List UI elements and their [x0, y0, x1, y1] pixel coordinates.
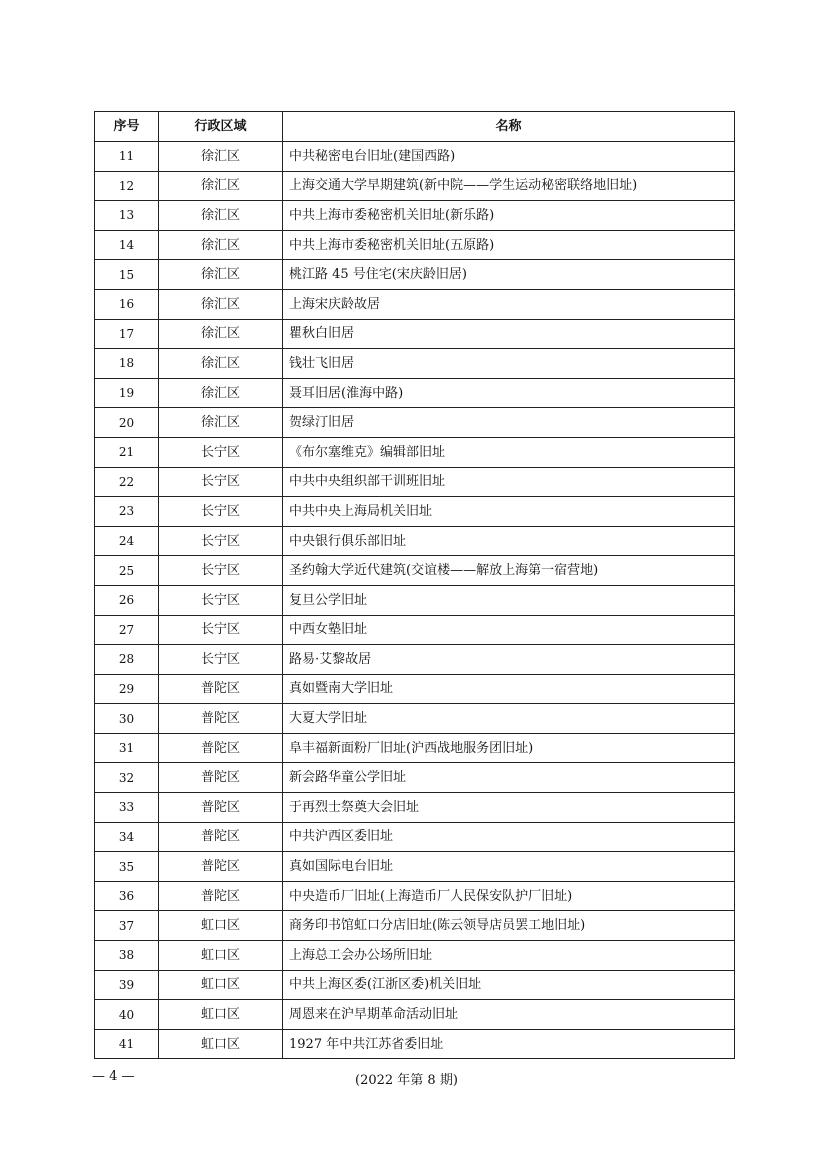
row-site-name: 真如国际电台旧址	[283, 852, 735, 882]
table-body	[95, 142, 735, 1059]
row-site-name: 1927 年中共江苏省委旧址	[283, 1029, 735, 1059]
row-district: 长宁区	[159, 615, 283, 645]
row-district: 徐汇区	[159, 378, 283, 408]
heritage-sites-table	[94, 111, 735, 1059]
row-site-name: 中共中央上海局机关旧址	[283, 497, 735, 527]
table-row	[95, 467, 735, 497]
row-district: 普陀区	[159, 704, 283, 734]
row-district: 徐汇区	[159, 408, 283, 438]
row-serial-number: 38	[95, 941, 159, 971]
row-site-name: 中共中央组织部干训班旧址	[283, 467, 735, 497]
row-serial-number: 41	[95, 1029, 159, 1059]
row-site-name: 贺绿汀旧居	[283, 408, 735, 438]
row-site-name: 聂耳旧居(淮海中路)	[283, 378, 735, 408]
table-row	[95, 230, 735, 260]
header-site-name: 名称	[283, 112, 735, 142]
table-row	[95, 704, 735, 734]
row-serial-number: 29	[95, 674, 159, 704]
row-district: 长宁区	[159, 437, 283, 467]
table-row	[95, 763, 735, 793]
table-header-row	[95, 112, 735, 142]
table-row	[95, 1029, 735, 1059]
row-serial-number: 30	[95, 704, 159, 734]
row-serial-number: 11	[95, 142, 159, 172]
row-serial-number: 25	[95, 556, 159, 586]
row-site-name: 上海总工会办公场所旧址	[283, 941, 735, 971]
row-serial-number: 19	[95, 378, 159, 408]
row-serial-number: 20	[95, 408, 159, 438]
table-row	[95, 437, 735, 467]
row-serial-number: 36	[95, 881, 159, 911]
row-site-name: 上海宋庆龄故居	[283, 289, 735, 319]
table-row	[95, 822, 735, 852]
row-site-name: 新会路华童公学旧址	[283, 763, 735, 793]
row-serial-number: 15	[95, 260, 159, 290]
table-row	[95, 556, 735, 586]
table-row	[95, 585, 735, 615]
row-site-name: 于再烈士祭奠大会旧址	[283, 793, 735, 823]
table-row	[95, 349, 735, 379]
row-district: 普陀区	[159, 793, 283, 823]
table-row	[95, 793, 735, 823]
row-district: 徐汇区	[159, 319, 283, 349]
row-serial-number: 35	[95, 852, 159, 882]
row-site-name: 中共秘密电台旧址(建国西路)	[283, 142, 735, 172]
row-serial-number: 37	[95, 911, 159, 941]
header-district: 行政区域	[159, 112, 283, 142]
row-serial-number: 32	[95, 763, 159, 793]
row-site-name: 钱壮飞旧居	[283, 349, 735, 379]
row-site-name: 中央造币厂旧址(上海造币厂人民保安队护厂旧址)	[283, 881, 735, 911]
row-serial-number: 26	[95, 585, 159, 615]
header-serial-number: 序号	[95, 112, 159, 142]
row-district: 长宁区	[159, 645, 283, 675]
row-district: 徐汇区	[159, 142, 283, 172]
row-site-name: 中共沪西区委旧址	[283, 822, 735, 852]
row-serial-number: 17	[95, 319, 159, 349]
row-district: 长宁区	[159, 556, 283, 586]
row-site-name: 中共上海市委秘密机关旧址(五原路)	[283, 230, 735, 260]
row-site-name: 周恩来在沪早期革命活动旧址	[283, 1000, 735, 1030]
row-site-name: 路易·艾黎故居	[283, 645, 735, 675]
row-site-name: 真如暨南大学旧址	[283, 674, 735, 704]
row-district: 长宁区	[159, 467, 283, 497]
table-row	[95, 645, 735, 675]
table-row	[95, 1000, 735, 1030]
row-district: 徐汇区	[159, 289, 283, 319]
row-district: 虹口区	[159, 1000, 283, 1030]
row-district: 长宁区	[159, 526, 283, 556]
table-row	[95, 881, 735, 911]
row-district: 虹口区	[159, 1029, 283, 1059]
row-serial-number: 22	[95, 467, 159, 497]
row-site-name: 上海交通大学早期建筑(新中院——学生运动秘密联络地旧址)	[283, 171, 735, 201]
row-site-name: 桃江路 45 号住宅(宋庆龄旧居)	[283, 260, 735, 290]
row-serial-number: 24	[95, 526, 159, 556]
table-row	[95, 911, 735, 941]
table-row	[95, 526, 735, 556]
row-district: 徐汇区	[159, 201, 283, 231]
table-row	[95, 852, 735, 882]
row-site-name: 商务印书馆虹口分店旧址(陈云领导店员罢工地旧址)	[283, 911, 735, 941]
table-row	[95, 970, 735, 1000]
table-row	[95, 674, 735, 704]
row-district: 长宁区	[159, 585, 283, 615]
row-district: 虹口区	[159, 911, 283, 941]
row-district: 徐汇区	[159, 171, 283, 201]
row-district: 徐汇区	[159, 260, 283, 290]
row-serial-number: 27	[95, 615, 159, 645]
row-serial-number: 14	[95, 230, 159, 260]
row-district: 普陀区	[159, 733, 283, 763]
row-site-name: 瞿秋白旧居	[283, 319, 735, 349]
table-row	[95, 378, 735, 408]
row-serial-number: 33	[95, 793, 159, 823]
row-site-name: 中央银行俱乐部旧址	[283, 526, 735, 556]
row-serial-number: 40	[95, 1000, 159, 1030]
table-row	[95, 142, 735, 172]
row-district: 普陀区	[159, 763, 283, 793]
row-district: 普陀区	[159, 674, 283, 704]
row-district: 普陀区	[159, 852, 283, 882]
row-serial-number: 21	[95, 437, 159, 467]
row-district: 长宁区	[159, 497, 283, 527]
row-site-name: 中共上海市委秘密机关旧址(新乐路)	[283, 201, 735, 231]
row-serial-number: 34	[95, 822, 159, 852]
table-row	[95, 319, 735, 349]
table-row	[95, 171, 735, 201]
table-row	[95, 615, 735, 645]
row-site-name: 阜丰福新面粉厂旧址(沪西战地服务团旧址)	[283, 733, 735, 763]
row-serial-number: 39	[95, 970, 159, 1000]
row-serial-number: 28	[95, 645, 159, 675]
table-row	[95, 408, 735, 438]
row-serial-number: 12	[95, 171, 159, 201]
table-row	[95, 733, 735, 763]
table-row	[95, 497, 735, 527]
row-serial-number: 23	[95, 497, 159, 527]
row-serial-number: 18	[95, 349, 159, 379]
table-row	[95, 260, 735, 290]
row-site-name: 中共上海区委(江浙区委)机关旧址	[283, 970, 735, 1000]
row-site-name: 中西女塾旧址	[283, 615, 735, 645]
issue-label: (2022 年第 8 期)	[355, 1073, 458, 1088]
row-district: 徐汇区	[159, 349, 283, 379]
row-district: 普陀区	[159, 822, 283, 852]
row-site-name: 圣约翰大学近代建筑(交谊楼——解放上海第一宿营地)	[283, 556, 735, 586]
row-district: 虹口区	[159, 941, 283, 971]
table-row	[95, 941, 735, 971]
row-serial-number: 31	[95, 733, 159, 763]
table-row	[95, 201, 735, 231]
row-serial-number: 13	[95, 201, 159, 231]
row-site-name: 《布尔塞维克》编辑部旧址	[283, 437, 735, 467]
row-district: 普陀区	[159, 881, 283, 911]
row-district: 徐汇区	[159, 230, 283, 260]
row-serial-number: 16	[95, 289, 159, 319]
page-number: — 4 —	[92, 1069, 135, 1084]
table-row	[95, 289, 735, 319]
row-district: 虹口区	[159, 970, 283, 1000]
row-site-name: 复旦公学旧址	[283, 585, 735, 615]
row-site-name: 大夏大学旧址	[283, 704, 735, 734]
